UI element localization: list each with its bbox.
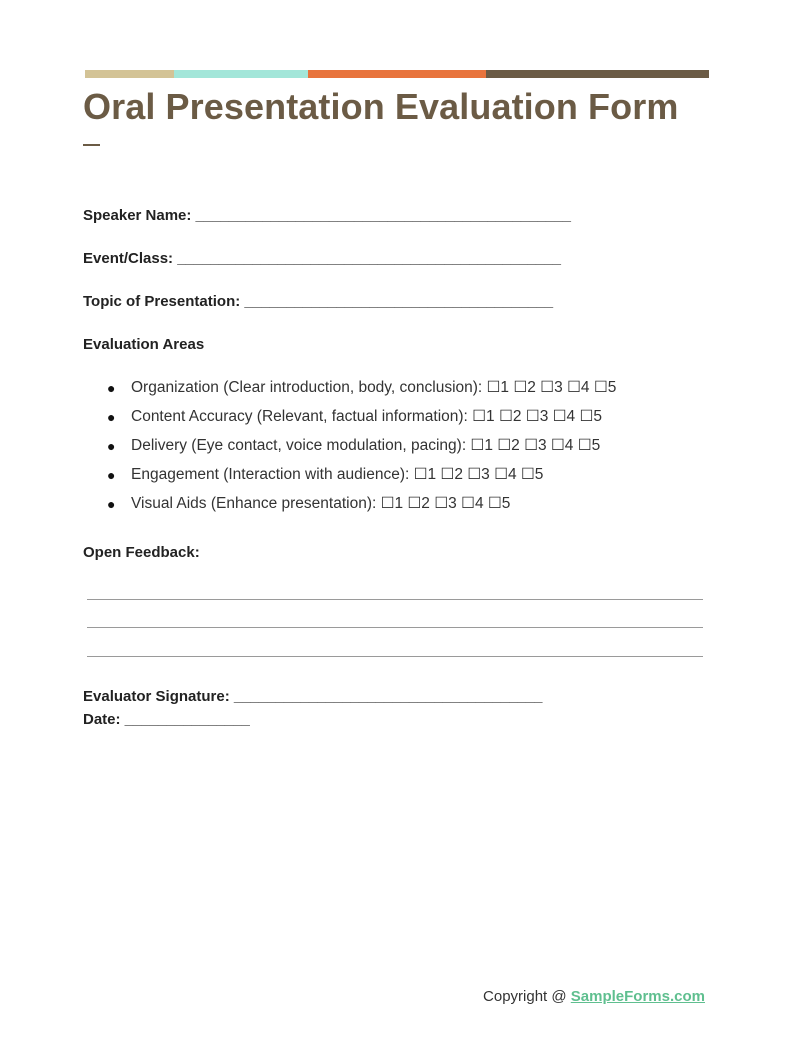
bullet-icon: ● <box>107 380 116 396</box>
evaluation-item-visual-aids[interactable] <box>107 494 616 523</box>
bullet-icon: ● <box>107 467 116 483</box>
feedback-line[interactable] <box>87 627 703 628</box>
evaluation-list <box>107 378 616 523</box>
copyright-text: Copyright @ <box>483 988 571 1005</box>
bullet-icon: ● <box>107 496 116 512</box>
evaluation-item-organization[interactable] <box>107 378 616 407</box>
topic-field[interactable]: Topic of Presentation: _____________________________________ <box>83 293 554 310</box>
evaluation-item-label: Delivery (Eye contact, voice modulation, pacing): ☐1 ☐2 ☐3 ☐4 ☐5 <box>131 437 601 454</box>
footer-copyright <box>483 988 705 1005</box>
evaluation-item-label: Organization (Clear introduction, body, conclusion): ☐1 ☐2 ☐3 ☐4 ☐5 <box>131 379 617 396</box>
color-bar-segment-brown <box>486 70 709 78</box>
color-bar-segment-orange <box>308 70 486 78</box>
evaluation-item-label: Content Accuracy (Relevant, factual information): ☐1 ☐2 ☐3 ☐4 ☐5 <box>131 408 602 425</box>
open-feedback-heading: Open Feedback: <box>83 544 200 561</box>
feedback-line[interactable] <box>87 599 703 600</box>
color-bar-segment-mint <box>174 70 308 78</box>
evaluation-item-label: Visual Aids (Enhance presentation): ☐1 ☐2 ☐3 ☐4 ☐5 <box>131 495 511 512</box>
page-title: Oral Presentation Evaluation Form <box>83 86 679 127</box>
evaluation-item-engagement[interactable] <box>107 465 616 494</box>
evaluation-item-label: Engagement (Interaction with audience): ☐1 ☐2 ☐3 ☐4 ☐5 <box>131 466 544 483</box>
evaluation-item-content-accuracy[interactable] <box>107 407 616 436</box>
header-color-bar <box>85 70 709 78</box>
title-underline-dash <box>83 144 100 146</box>
evaluation-item-delivery[interactable] <box>107 436 616 465</box>
bullet-icon: ● <box>107 409 116 425</box>
feedback-line[interactable] <box>87 656 703 657</box>
evaluator-signature-field[interactable]: Evaluator Signature: _____________________________________ <box>83 688 543 705</box>
date-field[interactable]: Date: _______________ <box>83 711 250 728</box>
speaker-name-field[interactable]: Speaker Name: _____________________________________________ <box>83 207 571 224</box>
event-class-field[interactable]: Event/Class: ______________________________________________ <box>83 250 561 267</box>
sampleforms-link[interactable]: SampleForms.com <box>570 988 705 1005</box>
color-bar-segment-tan <box>85 70 174 78</box>
bullet-icon: ● <box>107 438 116 454</box>
evaluation-areas-heading: Evaluation Areas <box>83 336 205 353</box>
